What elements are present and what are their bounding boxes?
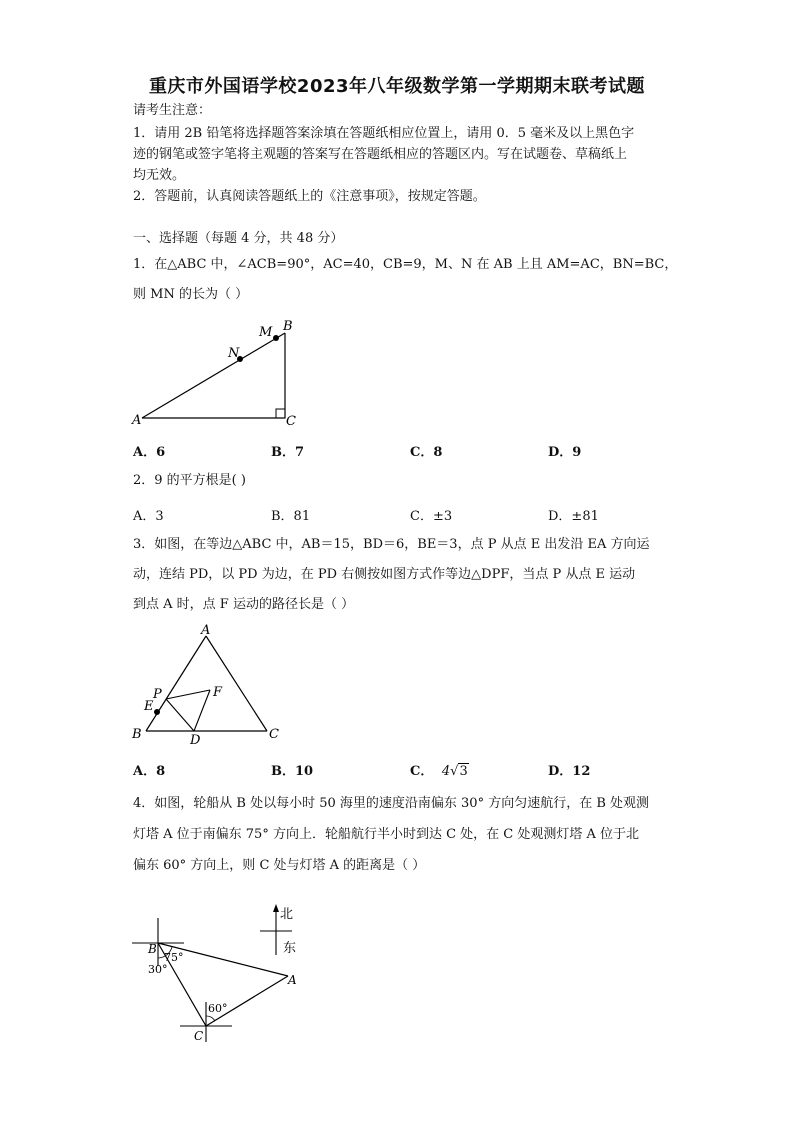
q4-figure — [128, 900, 328, 1050]
q3-segment-df — [194, 690, 210, 731]
q1-option-b[interactable]: B．7 — [271, 445, 305, 460]
q3-option-c-radicand: 3 — [459, 764, 468, 779]
q3-label-d: D — [190, 733, 201, 748]
q3-text-line3: 到点 A 时，点 F 运动的路径长是（ ） — [133, 597, 355, 612]
q2-option-c[interactable]: C．±3 — [410, 509, 453, 524]
q1-label-a: A — [132, 413, 142, 428]
q3-figure — [128, 620, 298, 748]
q4-label-b: B — [148, 942, 157, 956]
q4-text-line1: 4．如图，轮船从 B 处以每小时 50 海里的速度沿南偏东 30° 方向匀速航行，在 B 处观测 — [133, 796, 650, 811]
q1-option-a[interactable]: A．6 — [133, 445, 166, 460]
q1-text-line1: 1．在△ABC 中，∠ACB=90°，AC=40，CB=9，M、N 在 AB 上且 AM=AC，BN=BC， — [133, 257, 678, 272]
exam-title: 重庆市外国语学校2023年八年级数学第一学期期末联考试题 — [148, 76, 646, 97]
q3-option-b[interactable]: B．10 — [271, 764, 314, 779]
q3-text-line2: 动，连结 PD，以 PD 为边，在 PD 右侧按如图方式作等边△DPF，当点 P 从点 E 运动 — [133, 567, 636, 582]
q3-segment-pf — [166, 690, 210, 699]
section1-heading: 一、选择题（每题 4 分，共 48 分） — [133, 231, 344, 246]
q4-text-line2: 灯塔 A 位于南偏东 75° 方向上．轮船航行半小时到达 C 处，在 C 处观测灯塔 A 位于北 — [133, 827, 640, 842]
q1-label-c: C — [286, 414, 296, 429]
q4-text-line3: 偏东 60° 方向上，则 C 处与灯塔 A 的距离是（ ） — [133, 858, 426, 873]
notice-item1-line3: 均无效。 — [133, 168, 186, 183]
q3-option-a[interactable]: A．8 — [133, 764, 166, 779]
q3-text-line1: 3．如图，在等边△ABC 中，AB＝15，BD＝6，BE＝3，点 P 从点 E 出发沿 EA 方向运 — [133, 537, 650, 552]
notice-item1-line1: 1．请用 2B 铅笔将选择题答案涂填在答题纸相应位置上，请用 0．5 毫米及以上黑色字 — [133, 126, 635, 141]
q1-side-ab — [142, 333, 285, 418]
q1-text-line2: 则 MN 的长为（ ） — [133, 287, 249, 302]
q4-label-angle30: 30° — [148, 963, 168, 976]
north-arrow-icon — [273, 904, 279, 912]
q3-label-e: E — [144, 699, 154, 714]
q4-label-c: C — [194, 1029, 204, 1043]
sqrt-icon: √ — [450, 764, 459, 779]
q4-label-north: 北 — [280, 907, 294, 922]
q2-option-b[interactable]: B．81 — [271, 509, 311, 524]
q3-option-c-letter: C． — [410, 764, 434, 779]
q3-option-d[interactable]: D．12 — [548, 764, 591, 779]
q3-label-a: A — [201, 623, 211, 638]
q4-label-angle75: 75° — [164, 951, 184, 964]
q1-label-m: M — [259, 325, 273, 340]
q3-option-c-coef: 4 — [441, 764, 451, 779]
notice-item1-line2: 迹的钢笔或签字笔将主观题的答案写在答题纸相应的答题区内。写在试题卷、草稿纸上 — [133, 147, 628, 162]
q1-label-b: B — [283, 319, 293, 334]
notice-item2: 2．答题前，认真阅读答题纸上的《注意事项》，按规定答题。 — [133, 189, 486, 204]
q4-label-a: A — [288, 973, 297, 987]
q3-label-p: P — [153, 687, 162, 702]
q2-option-d[interactable]: D．±81 — [548, 509, 599, 524]
q1-figure — [128, 312, 308, 432]
q3-label-f: F — [213, 685, 223, 700]
q4-segment-ca — [206, 976, 288, 1026]
q1-option-d[interactable]: D．9 — [548, 445, 582, 460]
q3-label-b: B — [132, 727, 142, 742]
q3-side-ac — [206, 636, 267, 731]
q3-point-e — [154, 709, 160, 715]
q1-label-n: N — [228, 346, 240, 361]
q4-label-east: 东 — [283, 941, 297, 956]
q1-option-c[interactable]: C．8 — [410, 445, 443, 460]
q2-text: 2．9 的平方根是( ) — [133, 473, 246, 488]
q4-label-angle60: 60° — [208, 1002, 228, 1015]
q1-point-m — [273, 335, 279, 341]
q3-option-c[interactable] — [410, 760, 469, 779]
q3-label-c: C — [269, 727, 279, 742]
q1-right-angle-mark — [276, 409, 285, 418]
q2-option-a[interactable]: A．3 — [133, 509, 164, 524]
q3-side-ab — [146, 636, 206, 731]
q4-angle-arc-60 — [206, 1016, 215, 1021]
q3-segment-pd — [166, 699, 194, 731]
notice-heading: 请考生注意： — [133, 103, 212, 118]
